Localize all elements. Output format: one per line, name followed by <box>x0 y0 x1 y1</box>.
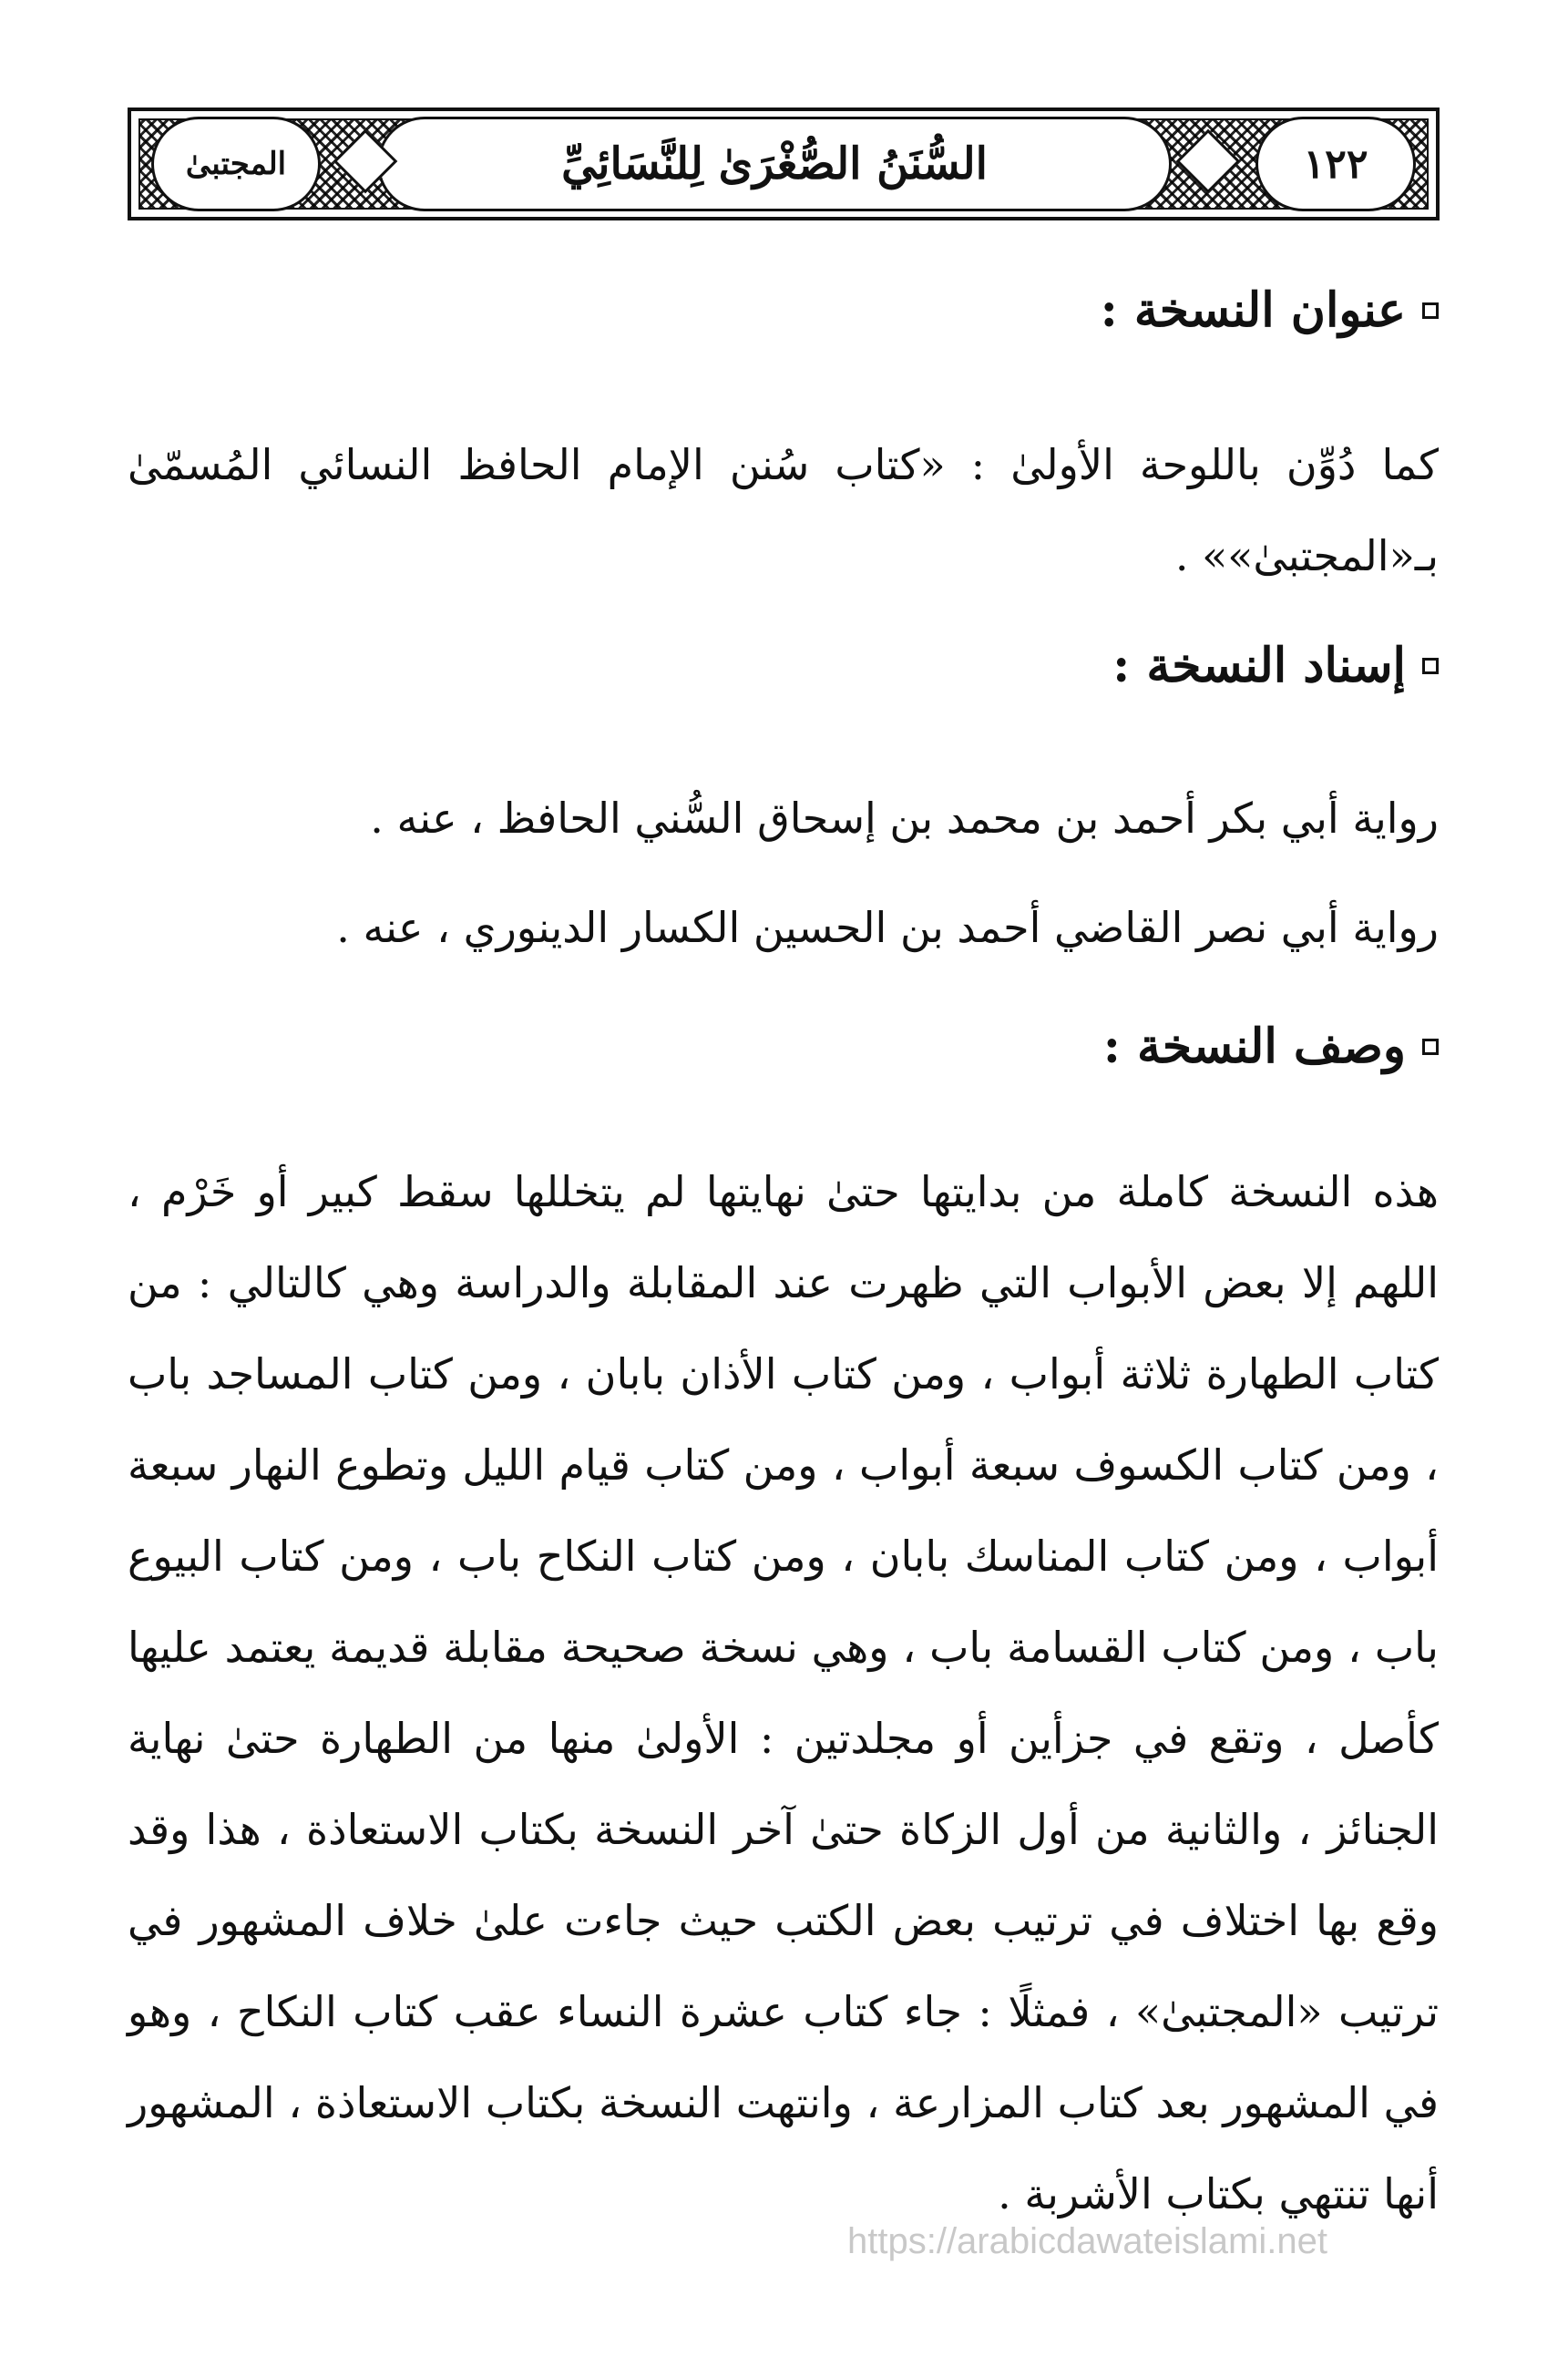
heading-text: وصف النسخة : <box>1102 1019 1406 1074</box>
square-bullet-icon <box>1422 302 1439 319</box>
book-title: السُّنَنُ الصُّغْرَىٰ لِلنَّسَائِيِّ <box>561 138 988 190</box>
section-heading-manuscript-chain <box>1112 638 1439 694</box>
section-heading-manuscript-description <box>1103 1019 1439 1075</box>
book-emblem: المجتبىٰ <box>185 146 287 182</box>
chain-line-1: رواية أبي بكر أحمد بن محمد بن إسحاق السُّني الحافظ ، عنه . <box>370 794 1439 843</box>
emblem-cartouche <box>151 117 321 211</box>
page-number: ١٢٢ <box>1303 140 1368 188</box>
heading-text: إسناد النسخة : <box>1112 638 1406 693</box>
chain-line-2: رواية أبي نصر القاضي أحمد بن الحسين الكسار الدينوري ، عنه . <box>336 903 1439 952</box>
page-header-band <box>128 108 1440 220</box>
square-bullet-icon <box>1422 658 1439 674</box>
page-number-cartouche <box>1255 117 1416 211</box>
section-heading-manuscript-title <box>1101 282 1439 339</box>
book-title-cartouche <box>377 117 1172 211</box>
square-bullet-icon <box>1422 1039 1439 1055</box>
manuscript-title-paragraph: كما دُوِّن باللوحة الأولىٰ : «كتاب سُنن الإمام الحافظ النسائي المُسمّىٰ بـ«المجتبىٰ»» . <box>128 440 1439 580</box>
heading-text: عنوان النسخة : <box>1100 282 1406 338</box>
manuscript-description-paragraph: هذه النسخة كاملة من بدايتها حتىٰ نهايتها لم يتخللها سقط كبير أو خَرْم ، اللهم إلا بعض الأبواب التي ظهرت عند المقابلة والدراسة وهي كالتالي : من كتاب الطهارة ثلاثة أبواب ، ومن كتاب الأذان بابان ، ومن كتاب المساجد باب ، ومن كتاب الكسوف سبعة أبواب ، ومن كتاب قيام الليل وتطوع النهار سبعة أبواب ، ومن كتاب المناسك بابان ، ومن كتاب النكاح باب ، ومن كتاب البيوع باب ، ومن كتاب القسامة باب ، وهي نسخة صحيحة مقابلة قديمة يعتمد عليها كأصل ، وتقع في جزأين أو مجلدتين : الأولىٰ منها من الطهارة حتىٰ نهاية الجنائز ، والثانية من أول الزكاة حتىٰ آخر النسخة بكتاب الاستعاذة ، هذا وقد وقع بها اختلاف في ترتيب بعض الكتب حيث جاءت علىٰ خلاف المشهور في ترتيب «المجتبىٰ» ، فمثلًا : جاء كتاب عشرة النساء عقب كتاب النكاح ، وهو في المشهور بعد كتاب المزارعة ، وانتهت النسخة بكتاب الاستعاذة ، المشهور أنها تنتهي بكتاب الأشربة . <box>128 1167 1439 2218</box>
watermark-url: https://arabicdawateislami.net <box>847 2221 1327 2261</box>
